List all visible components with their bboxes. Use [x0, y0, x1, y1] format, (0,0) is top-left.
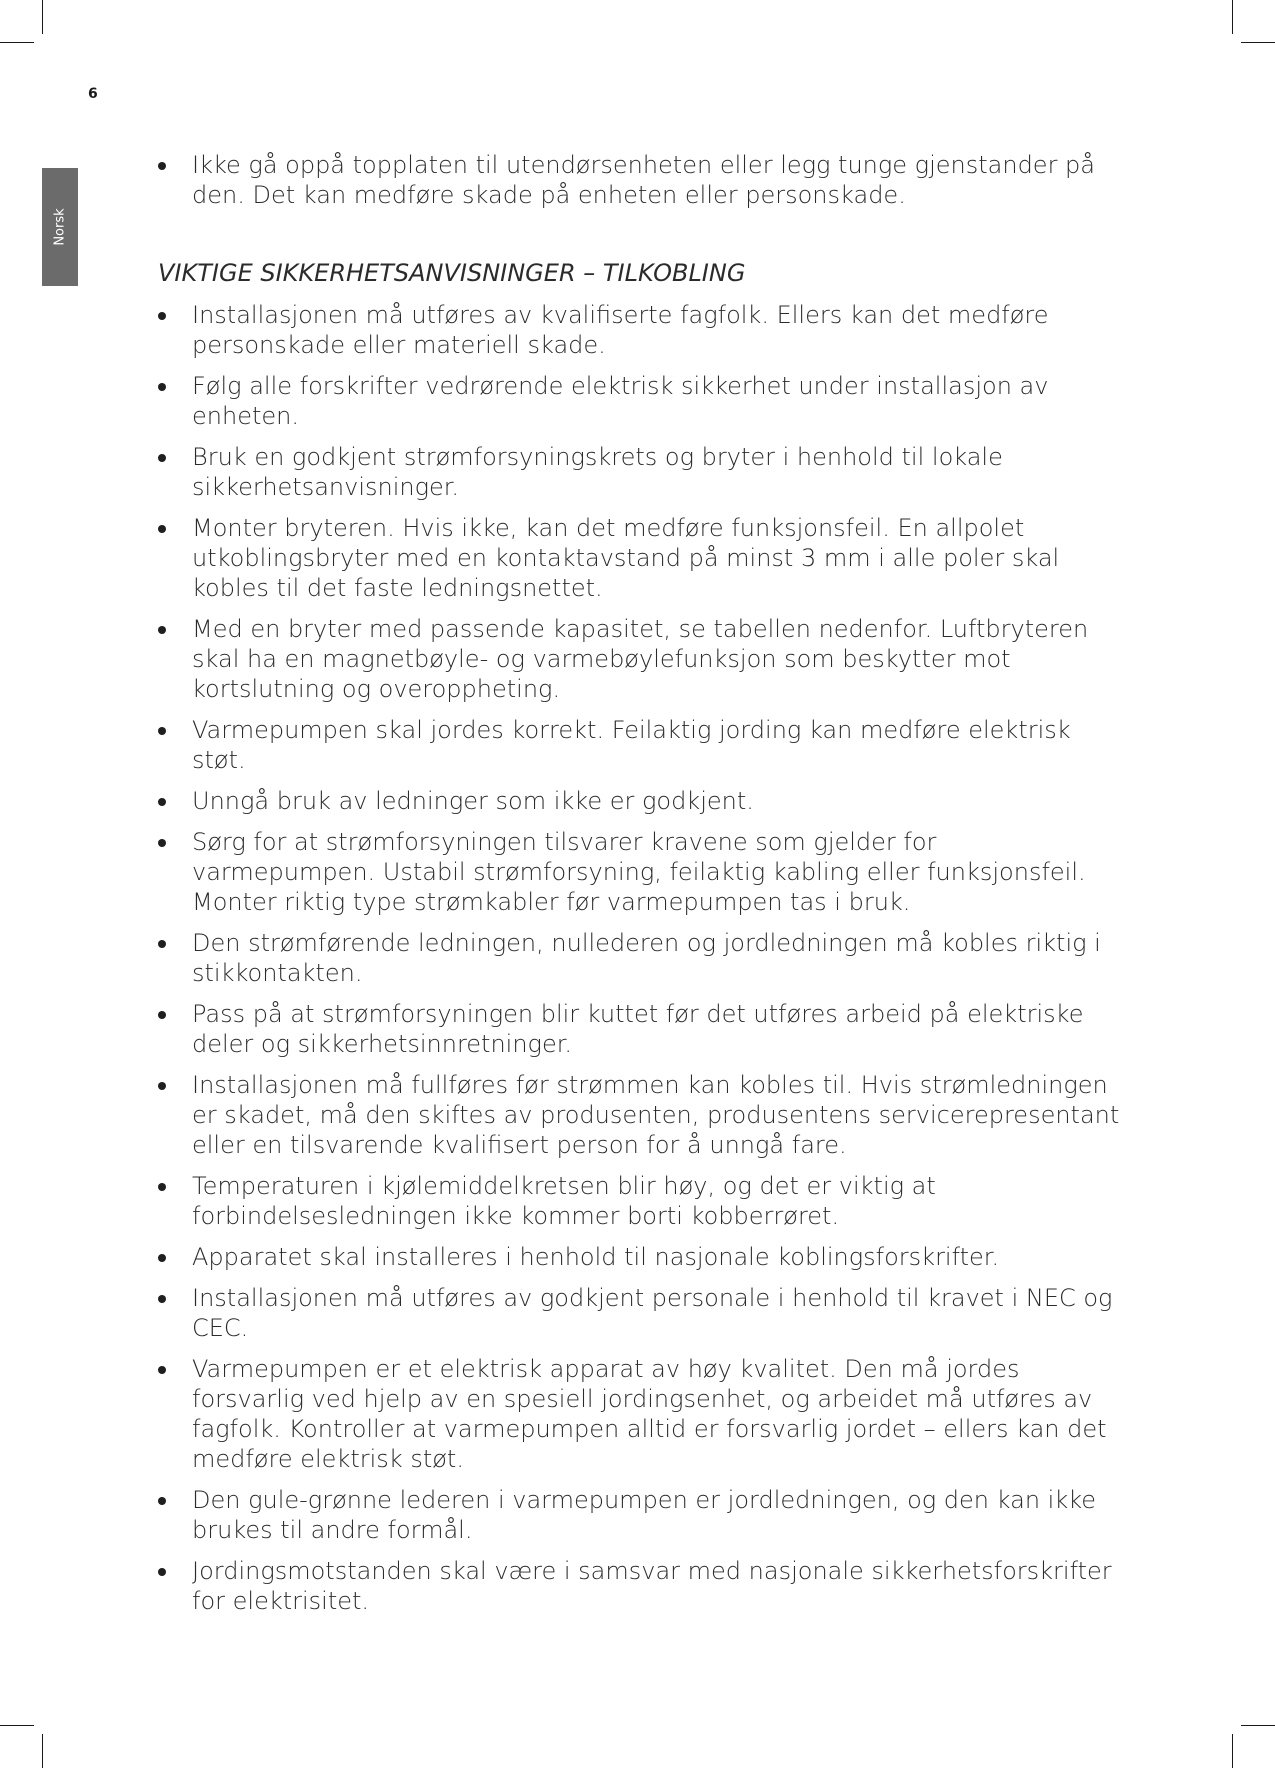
- list-item: Varmepumpen er et elektrisk apparat av høy kvalitet. Den må jordes forsvarlig ved hjelp av en spesiell jordingsenhet, og arbeidet må utføres av fagfolk. Kontroller at varmepumpen alltid er forsvarlig jordet – ellers kan det medføre elektrisk støt.: [152, 1354, 1122, 1474]
- list-item: Bruk en godkjent strømforsyningskrets og bryter i henhold til lokale sikkerhetsanvisninger.: [152, 442, 1122, 502]
- crop-mark: [1232, 1734, 1233, 1768]
- list-item: Ikke gå oppå topplaten til utendørsenheten eller legg tunge gjenstander på den. Det kan medføre skade på enheten eller personskade.: [152, 150, 1122, 210]
- crop-mark: [1241, 42, 1275, 43]
- section-heading: VIKTIGE SIKKERHETSANVISNINGER – TILKOBLING: [158, 259, 746, 287]
- list-item: Jordingsmotstanden skal være i samsvar med nasjonale sikkerhetsforskrifter for elektrisitet.: [152, 1556, 1122, 1616]
- list-item: Sørg for at strømforsyningen tilsvarer kravene som gjelder for varmepumpen. Ustabil strømforsyning, feilaktig kabling eller funksjonsfeil. Monter riktig type strømkabler før varmepumpen tas i bruk.: [152, 827, 1122, 917]
- list-item: Monter bryteren. Hvis ikke, kan det medføre funksjonsfeil. En allpolet utkoblingsbryter med en kontaktavstand på minst 3 mm i alle poler skal kobles til det faste ledningsnettet.: [152, 513, 1122, 603]
- language-tab-label: Norsk: [52, 208, 68, 246]
- crop-mark: [1241, 1725, 1275, 1726]
- crop-mark: [42, 1734, 43, 1768]
- page-number: 6: [88, 86, 98, 102]
- crop-mark: [1232, 0, 1233, 34]
- list-item: Temperaturen i kjølemiddelkretsen blir høy, og det er viktig at forbindelsesledningen ikke kommer borti kobberrøret.: [152, 1171, 1122, 1231]
- crop-mark: [0, 1725, 34, 1726]
- safety-list: [152, 300, 1122, 1616]
- main-content: [152, 150, 1122, 1627]
- intro-list: [152, 150, 1122, 210]
- crop-mark: [0, 42, 34, 43]
- language-tab: [42, 168, 78, 286]
- list-item: Unngå bruk av ledninger som ikke er godkjent.: [152, 786, 1122, 816]
- list-item: Den strømførende ledningen, nullederen og jordledningen må kobles riktig i stikkontakten.: [152, 928, 1122, 988]
- list-item: Apparatet skal installeres i henhold til nasjonale koblingsforskrifter.: [152, 1242, 1122, 1272]
- crop-mark: [42, 0, 43, 34]
- list-item: Den gule-grønne lederen i varmepumpen er jordledningen, og den kan ikke brukes til andre formål.: [152, 1485, 1122, 1545]
- list-item: Pass på at strømforsyningen blir kuttet før det utføres arbeid på elektriske deler og sikkerhetsinnretninger.: [152, 999, 1122, 1059]
- list-item: Installasjonen må utføres av godkjent personale i henhold til kravet i NEC og CEC.: [152, 1283, 1122, 1343]
- list-item: Varmepumpen skal jordes korrekt. Feilaktig jording kan medføre elektrisk støt.: [152, 715, 1122, 775]
- list-item: Installasjonen må fullføres før strømmen kan kobles til. Hvis strømledningen er skadet, må den skiftes av produsenten, produsentens servicerepresentant eller en tilsvarende kvalifisert person for å unngå fare.: [152, 1070, 1122, 1160]
- list-item: Følg alle forskrifter vedrørende elektrisk sikkerhet under installasjon av enheten.: [152, 371, 1122, 431]
- list-item: Installasjonen må utføres av kvalifiserte fagfolk. Ellers kan det medføre personskade eller materiell skade.: [152, 300, 1122, 360]
- list-item: Med en bryter med passende kapasitet, se tabellen nedenfor. Luftbryteren skal ha en magnetbøyle- og varmebøylefunksjon som beskytter mot kortslutning og overoppheting.: [152, 614, 1122, 704]
